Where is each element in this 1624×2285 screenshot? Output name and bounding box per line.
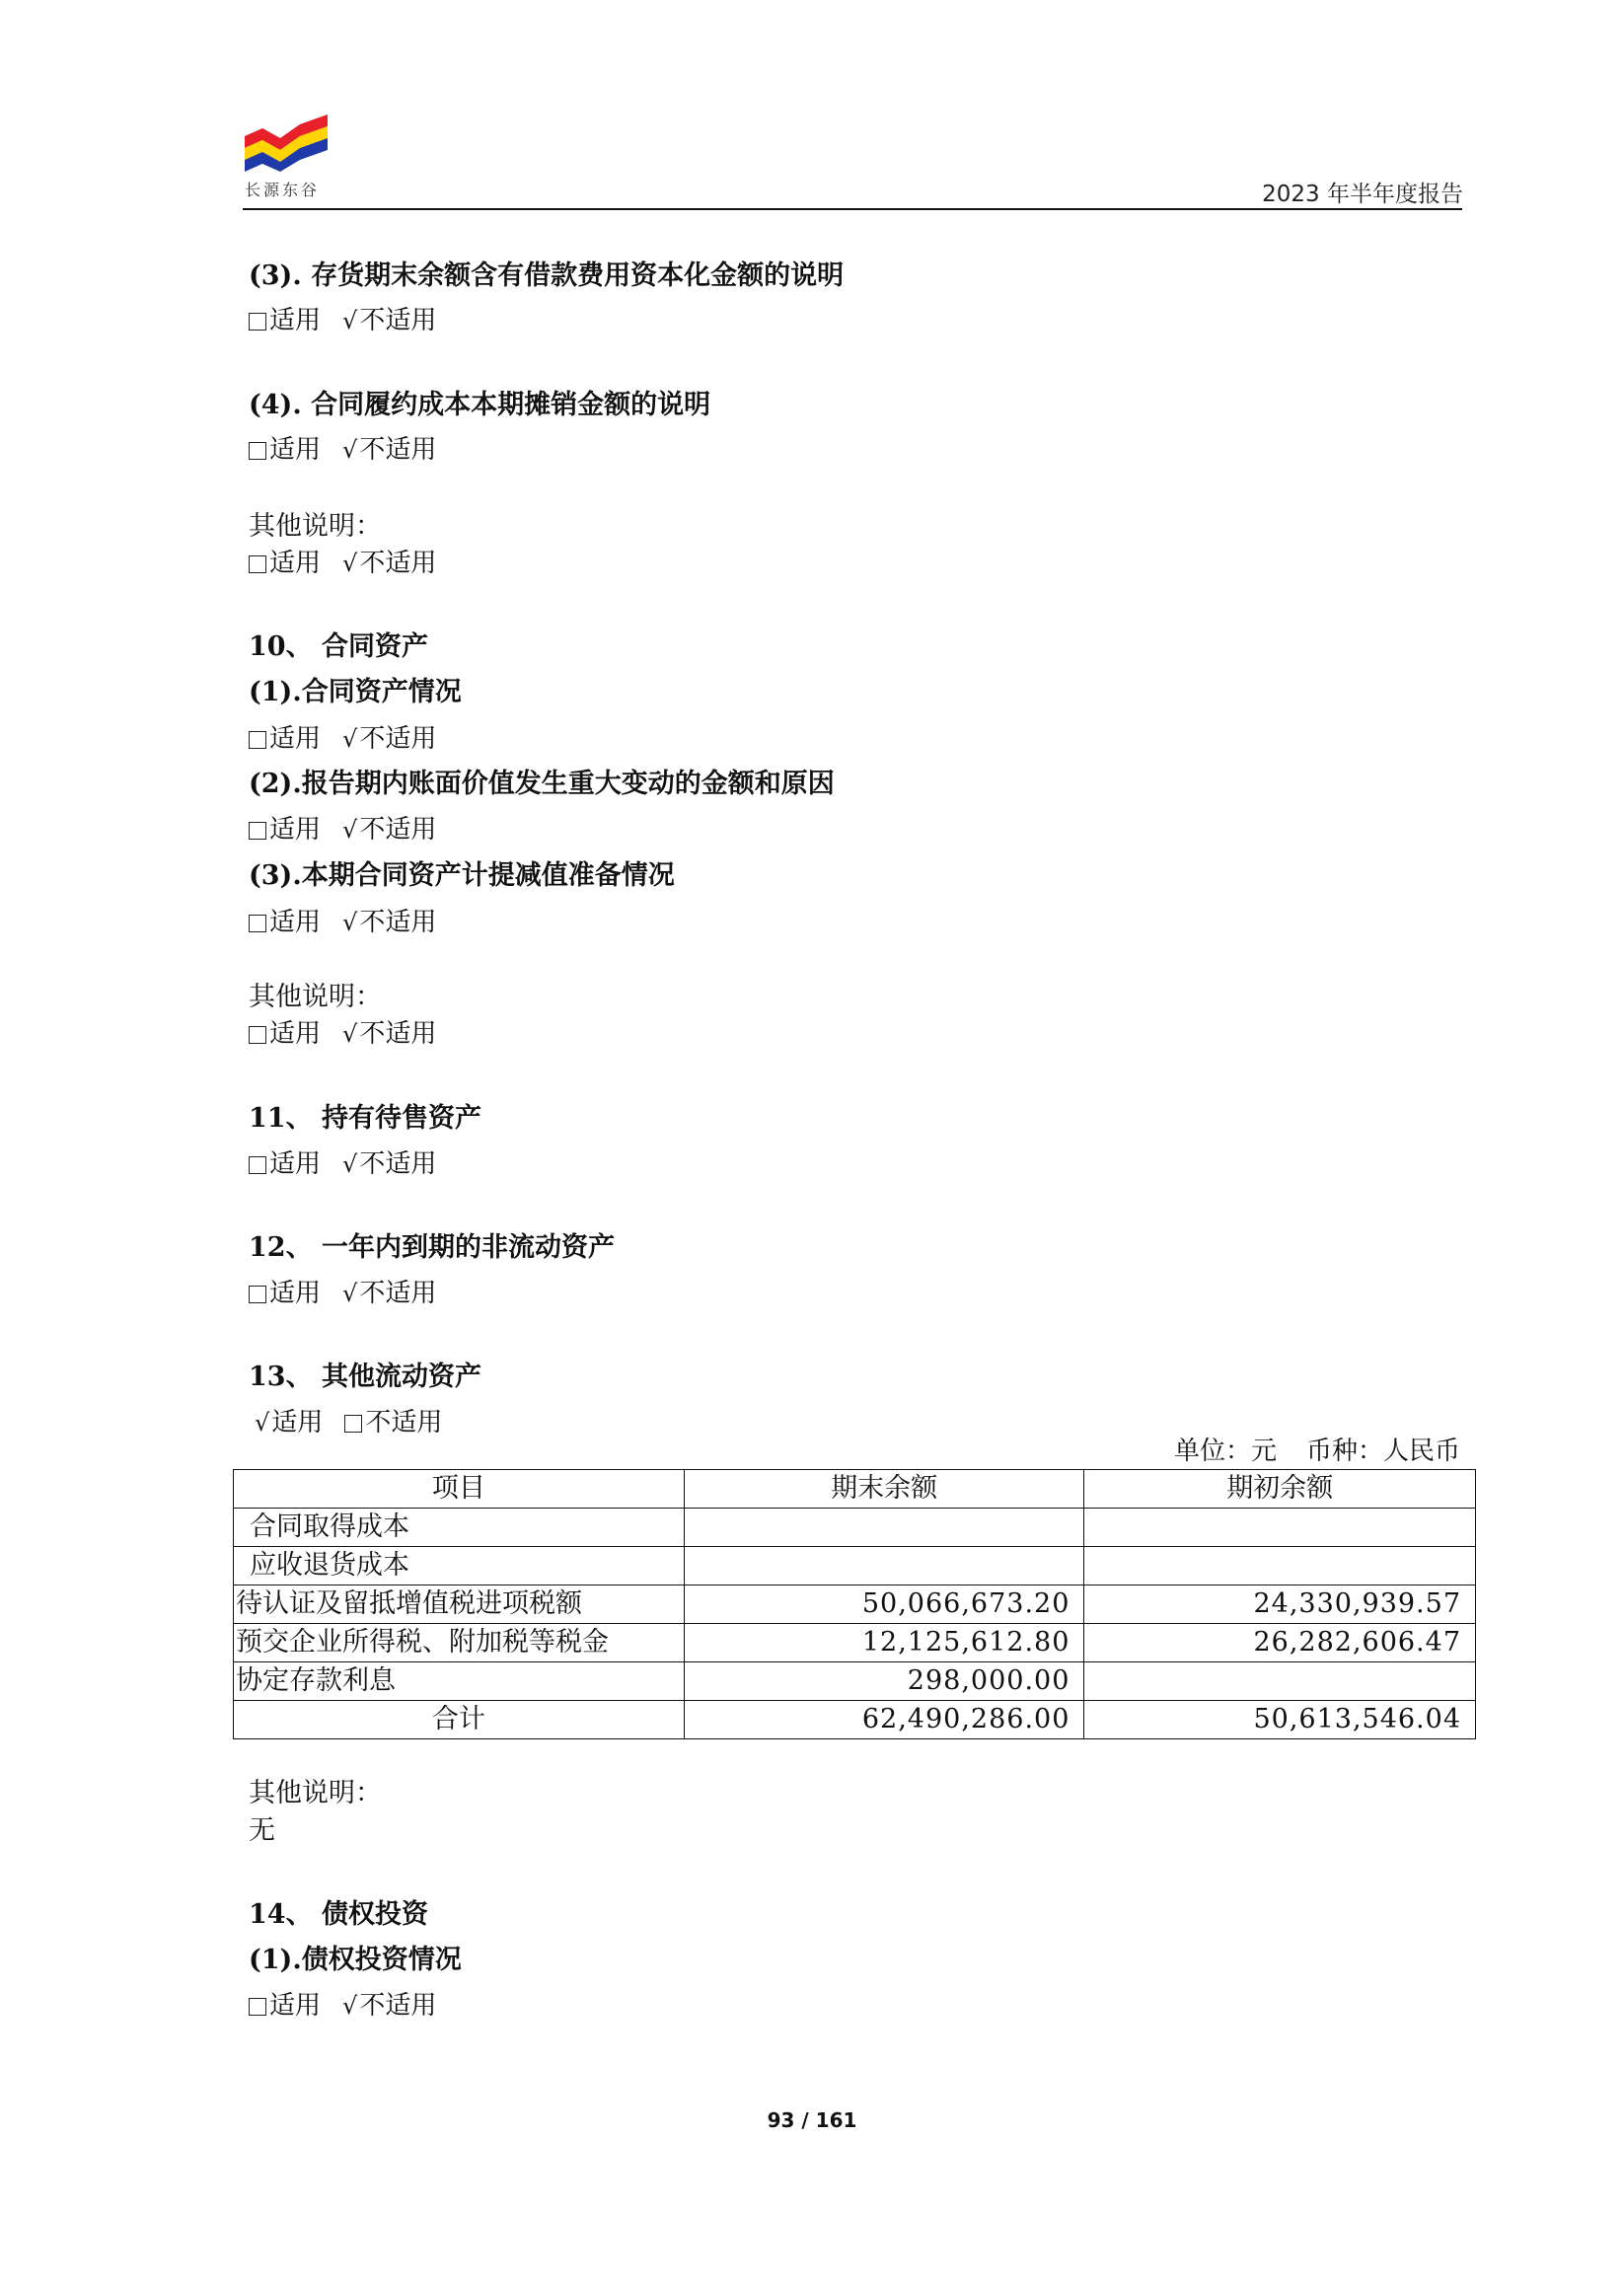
heading-11: 11、 持有待售资产: [249, 1103, 481, 1134]
check-mark-icon: √: [342, 1150, 358, 1178]
checkbox-apply: [249, 731, 266, 749]
other-notes-label: 其他说明：: [249, 511, 382, 542]
applicability-9-3: 适用 √不适用: [249, 303, 436, 338]
col-header-end-balance: 期末余额: [684, 1470, 1084, 1509]
table-row: [234, 1509, 1476, 1547]
heading-14: 14、 债权投资: [249, 1899, 428, 1930]
checkbox-apply: [249, 822, 266, 840]
col-header-begin-balance: 期初余额: [1084, 1470, 1476, 1509]
row-item: 应收退货成本: [234, 1547, 685, 1585]
check-mark-icon: √: [342, 1992, 358, 2020]
heading-9-3: (3). 存货期末余额含有借款费用资本化金额的说明: [249, 260, 845, 291]
heading-12: 12、 一年内到期的非流动资产: [249, 1232, 615, 1263]
row-begin-balance: 24,330,939.57: [1084, 1585, 1476, 1624]
check-mark-icon: √: [342, 1280, 358, 1307]
col-header-item: 项目: [234, 1470, 685, 1509]
total-label: 合计: [234, 1701, 685, 1739]
row-end-balance: 12,125,612.80: [684, 1624, 1084, 1662]
check-mark-icon: √: [255, 1409, 270, 1437]
checkbox-apply: [249, 915, 266, 932]
table-row: [234, 1662, 1476, 1701]
check-mark-icon: √: [342, 725, 358, 753]
check-mark-icon: √: [342, 436, 358, 464]
table-row: [234, 1585, 1476, 1624]
applicability-14-1: 适用 √不适用: [249, 1988, 436, 2024]
applicability-10-2: 适用 √不适用: [249, 812, 436, 848]
heading-10-1: (1).合同资产情况: [249, 677, 462, 707]
row-begin-balance: 26,282,606.47: [1084, 1624, 1476, 1662]
other-notes-label: 其他说明：: [249, 1778, 382, 1808]
logo-wave-icon: [245, 114, 328, 172]
applicability-10-3: 适用 √不适用: [249, 905, 436, 940]
applicability-11: 适用 √不适用: [249, 1146, 436, 1182]
checkbox-apply: [249, 1026, 266, 1044]
table-total-row: [234, 1701, 1476, 1739]
checkbox-apply: [249, 555, 266, 573]
currency-label: 币种：人民币: [1305, 1437, 1460, 1466]
applicability-13: √适用 不适用: [249, 1405, 442, 1440]
applicability-12: 适用 √不适用: [249, 1276, 436, 1311]
other-notes-content: 无: [249, 1815, 275, 1846]
checkbox-apply: [249, 1998, 266, 2016]
row-begin-balance: [1084, 1509, 1476, 1547]
heading-10-2: (2).报告期内账面价值发生重大变动的金额和原因: [249, 769, 835, 799]
heading-13: 13、 其他流动资产: [249, 1362, 481, 1392]
checkbox-not-apply: [344, 1415, 362, 1433]
total-end-balance: 62,490,286.00: [684, 1701, 1084, 1739]
row-item: 预交企业所得税、附加税等税金: [234, 1624, 685, 1662]
row-end-balance: 298,000.00: [684, 1662, 1084, 1701]
other-notes-label: 其他说明：: [249, 982, 382, 1012]
heading-10: 10、 合同资产: [249, 631, 428, 662]
table-unit-line: [1174, 1431, 1460, 1467]
check-mark-icon: √: [342, 550, 358, 577]
applicability-other-2: 适用 √不适用: [249, 1016, 436, 1052]
row-end-balance: [684, 1547, 1084, 1585]
logo-text: 长源东谷: [245, 181, 321, 199]
checkbox-apply: [249, 313, 266, 331]
table-header-row: [234, 1470, 1476, 1509]
report-title: 2023 年半年度报告: [1262, 182, 1463, 207]
check-mark-icon: √: [342, 816, 358, 844]
company-logo: [245, 114, 333, 200]
checkbox-apply: [249, 1286, 266, 1303]
check-mark-icon: √: [342, 1020, 358, 1048]
applicability-10-1: 适用 √不适用: [249, 721, 436, 757]
checkbox-apply: [249, 1156, 266, 1174]
row-item: 协定存款利息: [234, 1662, 685, 1701]
table-row: [234, 1624, 1476, 1662]
heading-14-1: (1).债权投资情况: [249, 1945, 462, 1975]
row-item: 合同取得成本: [234, 1509, 685, 1547]
heading-10-3: (3).本期合同资产计提减值准备情况: [249, 860, 675, 891]
other-current-assets-table: [233, 1469, 1476, 1739]
table-row: [234, 1547, 1476, 1585]
heading-9-4: (4). 合同履约成本本期摊销金额的说明: [249, 390, 711, 420]
applicability-9-4: 适用 √不适用: [249, 432, 436, 468]
row-end-balance: [684, 1509, 1084, 1547]
checkbox-apply: [249, 442, 266, 460]
check-mark-icon: √: [342, 307, 358, 334]
total-begin-balance: 50,613,546.04: [1084, 1701, 1476, 1739]
header-divider: [243, 208, 1462, 210]
check-mark-icon: √: [342, 909, 358, 936]
row-end-balance: 50,066,673.20: [684, 1585, 1084, 1624]
page-number: 93 / 161: [767, 2108, 857, 2132]
row-begin-balance: [1084, 1662, 1476, 1701]
applicability-other-1: 适用 √不适用: [249, 546, 436, 581]
row-item: 待认证及留抵增值税进项税额: [234, 1585, 685, 1624]
unit-label: 单位：元: [1173, 1437, 1277, 1466]
row-begin-balance: [1084, 1547, 1476, 1585]
